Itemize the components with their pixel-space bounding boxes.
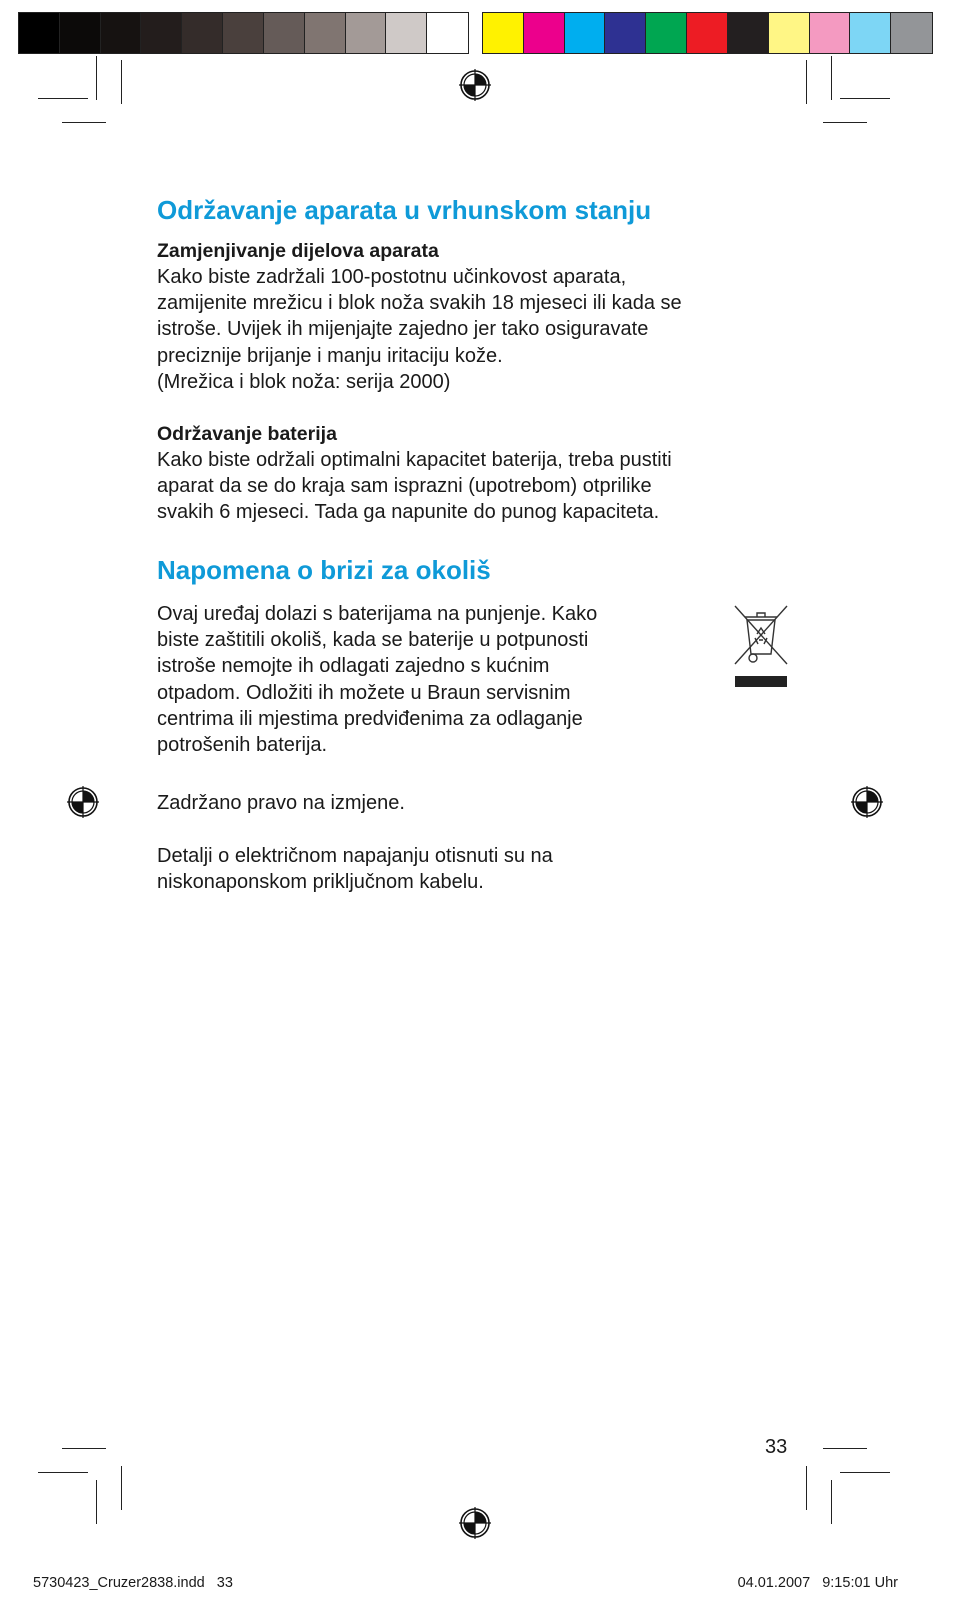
text-line: Detalji o električnom napajanju otisnuti su na	[157, 845, 553, 867]
color-swatch	[565, 13, 606, 53]
crop-mark	[38, 1472, 88, 1473]
crop-mark	[62, 122, 106, 123]
registration-mark-icon	[67, 786, 99, 818]
text-line: zamijenite mrežicu i blok noža svakih 18 mjeseci ili kada se	[157, 292, 682, 315]
color-swatch	[483, 13, 524, 53]
environment-text	[157, 601, 697, 758]
color-swatch	[728, 13, 769, 53]
color-swatch	[646, 13, 687, 53]
crop-mark	[823, 122, 867, 123]
text-line: (Mrežica i blok noža: serija 2000)	[157, 370, 451, 393]
process-color-bar	[482, 12, 933, 54]
text-line: biste zaštitili okoliš, kada se baterije u potpunosti	[157, 629, 589, 652]
footer-timestamp: 04.01.2007 9:15:01 Uhr	[737, 1575, 898, 1591]
crop-mark	[806, 60, 807, 104]
color-swatch	[386, 13, 427, 53]
text-line: svakih 6 mjeseci. Tada ga napunite do punog kapaciteta.	[157, 501, 660, 524]
color-swatch	[605, 13, 646, 53]
text-line: Kako biste zadržali 100-postotnu učinkovost aparata,	[157, 266, 627, 288]
text-line: Ovaj uređaj dolazi s baterijama na punjenje. Kako	[157, 603, 598, 625]
crop-mark	[840, 1472, 890, 1473]
crop-mark	[121, 1466, 122, 1510]
crop-mark	[823, 1448, 867, 1449]
color-swatch	[346, 13, 387, 53]
power-supply-note	[157, 843, 797, 895]
color-swatch	[427, 13, 468, 53]
crop-mark	[831, 56, 832, 100]
subheading-parts-replacement: Zamjenjivanje dijelova aparata	[157, 240, 439, 262]
crop-mark	[62, 1448, 106, 1449]
text-line: centrima ili mjestima predviđenima za odlaganje	[157, 707, 583, 730]
text-line: Kako biste održali optimalni kapacitet baterija, treba pustiti	[157, 449, 672, 471]
page-number: 33	[765, 1436, 788, 1458]
color-swatch	[264, 13, 305, 53]
registration-mark-icon	[459, 1507, 491, 1539]
color-swatch	[305, 13, 346, 53]
parts-replacement-block	[157, 238, 797, 395]
section-title-environment: Napomena o brizi za okoliš	[157, 555, 491, 585]
registration-mark-icon	[851, 786, 883, 818]
color-swatch	[101, 13, 142, 53]
color-swatch	[19, 13, 60, 53]
text-line: niskonaponskom priključnom kabelu.	[157, 871, 484, 894]
crossed-out-wheelie-bin-icon	[733, 604, 789, 690]
crop-mark	[96, 1480, 97, 1524]
parts-replacement-text	[157, 264, 797, 395]
text-line: istroše. Uvijek ih mijenjajte zajedno jer tako osiguravate	[157, 318, 649, 341]
color-swatch	[850, 13, 891, 53]
battery-maintenance-block	[157, 421, 797, 526]
crop-mark	[840, 98, 890, 99]
crop-mark	[831, 1480, 832, 1524]
crop-mark	[806, 1466, 807, 1510]
text-line: preciznije brijanje i manju iritaciju kože.	[157, 344, 503, 367]
color-swatch	[223, 13, 264, 53]
text-line: istroše nemojte ih odlagati zajedno s kućnim	[157, 655, 550, 678]
color-swatch	[60, 13, 101, 53]
color-swatch	[524, 13, 565, 53]
reservation-note: Zadržano pravo na izmjene.	[157, 792, 405, 814]
section-title-maintenance: Održavanje aparata u vrhunskom stanju	[157, 195, 652, 225]
crop-mark	[121, 60, 122, 104]
text-line: otpadom. Odložiti ih možete u Braun servisnim	[157, 681, 571, 704]
color-swatch	[769, 13, 810, 53]
color-swatch	[687, 13, 728, 53]
text-line: aparat da se do kraja sam isprazni (upotrebom) otprilike	[157, 475, 652, 498]
crop-mark	[38, 98, 88, 99]
color-swatch	[182, 13, 223, 53]
crop-mark	[96, 56, 97, 100]
color-swatch	[810, 13, 851, 53]
text-line: potrošenih baterija.	[157, 734, 328, 757]
registration-mark-icon	[459, 69, 491, 101]
subheading-battery-maintenance: Održavanje baterija	[157, 423, 337, 445]
footer-file-info: 5730423_Cruzer2838.indd 33	[33, 1575, 233, 1591]
battery-maintenance-text	[157, 447, 797, 526]
gray-color-bar	[18, 12, 469, 54]
color-swatch	[891, 13, 932, 53]
color-swatch	[141, 13, 182, 53]
